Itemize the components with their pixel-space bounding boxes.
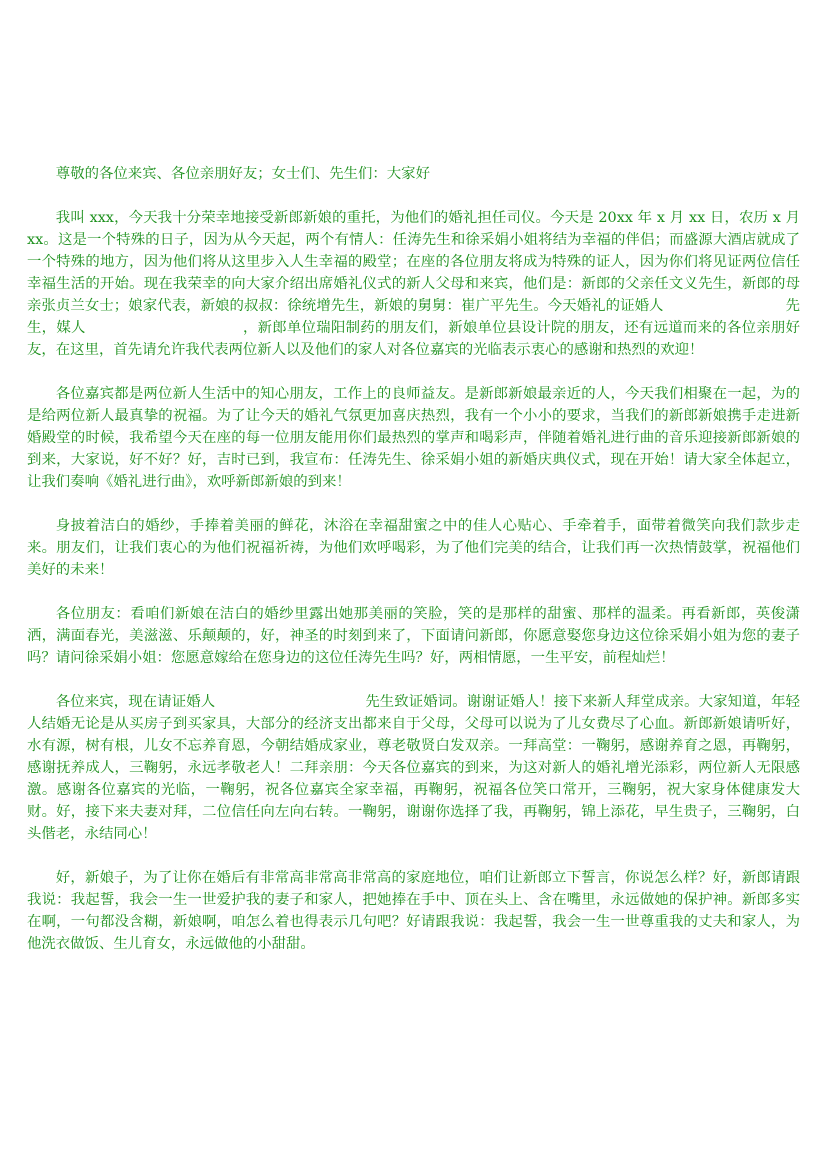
intro-text-part-1: 我叫 xxx，今天我十分荣幸地接受新郎新娘的重托，为他们的婚礼担任司仪。今天是 20xx 年 x 月 xx 日，农历 x 月 xx。这是一个特殊的日子，因为从今天起，两个有情人：任涛先生和徐采娟小姐将结为幸福的伴侣；而盛源大酒店就成了一个特殊的地方，因为他们将从这里步入人生幸福的殿堂；在座的各位朋友将成为特殊的证人，因为你们将见证两位信任幸福生活的开始。现在我荣幸的向大家介绍出席婚礼仪式的新人父母和来宾，他们是：新郎的父亲任文义先生，新郎的母亲张贞兰女士；娘家代表，新娘的叔叔：徐统增先生，新娘的舅舅：崔广平先生。今天婚礼的证婚人 — [27, 210, 800, 314]
greeting-text: 尊敬的各位来宾、各位亲朋好友；女士们、先生们：大家好 — [55, 166, 430, 182]
bowing-text-part-1: 各位来宾，现在请证婚人 — [55, 694, 216, 710]
oath-text: 好，新娘子，为了让你在婚后有非常高非常高非常高的家庭地位，咱们让新郎立下誓言，你说怎么样？好，新郎请跟我说：我起誓，我会一生一世爱护我的妻子和家人，把她捧在手中、顶在头上、含在嘴里，永远做她的保护神。新郎多实在啊，一句都没含糊，新娘啊，咱怎么着也得表示几句吧？好请跟我说：我起誓，我会一生一世尊重我的丈夫和家人，为他洗衣做饭、生儿育女，永远做他的小甜甜。 — [27, 870, 800, 952]
ceremony-start-paragraph — [27, 383, 800, 493]
vows-question-text: 各位朋友：看咱们新娘在洁白的婚纱里露出她那美丽的笑脸，笑的是那样的甜蜜、那样的温柔。再看新郎，英俊潇洒，满面春光，美滋滋、乐颠颠的，好，神圣的时刻到来了，下面请问新郎，你愿意娶您身边这位徐采娟小姐为您的妻子吗？请问徐采娟小姐：您愿意嫁给在您身边的这位任涛先生吗？好，两相情愿，一生平安，前程灿烂！ — [27, 606, 800, 666]
oath-paragraph — [27, 867, 800, 955]
intro-paragraph — [27, 207, 800, 361]
bride-entrance-text: 身披着洁白的婚纱，手捧着美丽的鲜花，沐浴在幸福甜蜜之中的佳人心贴心、手牵着手，面带着微笑向我们款步走来。朋友们，让我们衷心的为他们祝福祈祷，为他们欢呼喝彩，为了他们完美的结合，让我们再一次热情鼓掌，祝福他们美好的未来！ — [27, 518, 800, 578]
vows-question-paragraph — [27, 603, 800, 669]
greeting-paragraph — [27, 163, 800, 185]
intro-text-part-3: ，新郎单位瑞阳制药的朋友们，新娘单位县设计院的朋友，还有远道而来的各位亲朋好友，在这里，首先请允许我代表两位新人以及他们的家人对各位嘉宾的光临表示衷心的感谢和热烈的欢迎！ — [27, 320, 800, 358]
document-body — [27, 163, 800, 977]
ceremony-start-text: 各位嘉宾都是两位新人生活中的知心朋友，工作上的良师益友。是新郎新娘最亲近的人，今天我们相聚在一起，为的是给两位新人最真挚的祝福。为了让今天的婚礼气氛更加喜庆热烈，我有一个小小的要求，当我们的新郎新娘携手走进新婚殿堂的时候，我希望今天在座的每一位朋友能用你们最热烈的掌声和喝彩声，伴随着婚礼进行曲的音乐迎接新郎新娘的到来，大家说，好不好？好，吉时已到，我宣布：任涛先生、徐采娟小姐的新婚庆典仪式，现在开始！请大家全体起立，让我们奏响《婚礼进行曲》，欢呼新郎新娘的到来！ — [27, 386, 800, 490]
intro-text-part-2: 先生，媒人 — [27, 298, 800, 336]
bride-entrance-paragraph — [27, 515, 800, 581]
bowing-text-part-2: 先生致证婚词。谢谢证婚人！接下来新人拜堂成亲。大家知道，年轻人结婚无论是从买房子到买家具，大部分的经济支出都来自于父母，父母可以说为了儿女费尽了心血。新郎新娘请听好，水有源，树有根，儿女不忘养育恩，今朝结婚成家业，尊老敬贤白发双亲。一拜高堂：一鞠躬，感谢养育之恩，再鞠躬，感谢抚养成人，三鞠躬，永远孝敬老人！二拜亲朋：今天各位嘉宾的到来，为这对新人的婚礼增光添彩，两位新人无限感激。感谢各位嘉宾的光临，一鞠躬，祝各位嘉宾全家幸福，再鞠躬，祝福各位笑口常开，三鞠躬，祝大家身体健康发大财。好，接下来夫妻对拜，二位信任向左向右转。一鞠躬，谢谢你选择了我，再鞠躬，锦上添花，早生贵子，三鞠躬，白头偕老，永结同心！ — [27, 694, 800, 842]
bowing-paragraph — [27, 691, 800, 845]
